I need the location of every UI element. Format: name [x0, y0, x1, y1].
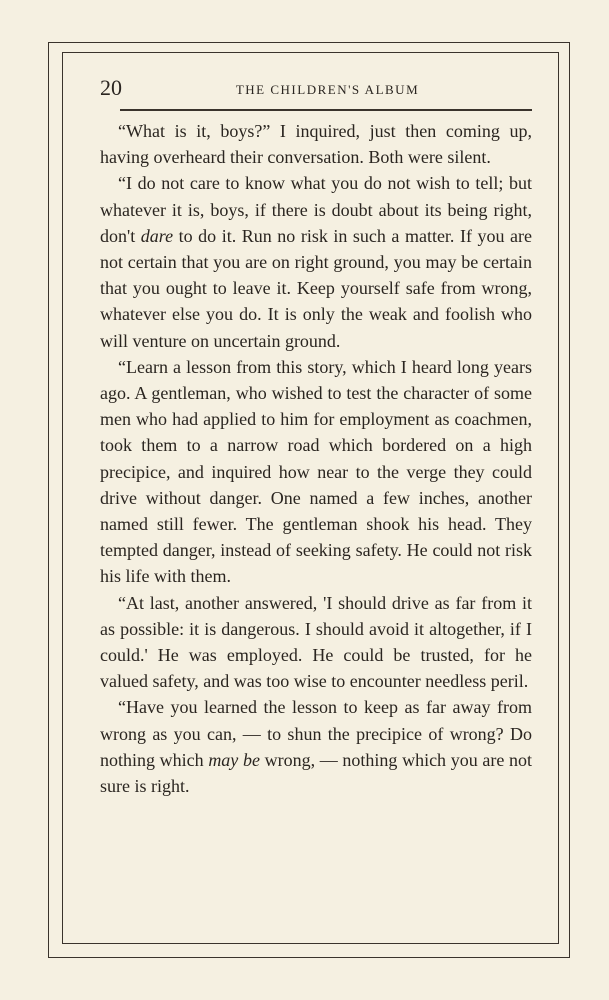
running-title: THE CHILDREN'S ALBUM: [235, 82, 420, 97]
emphasis-text: may be: [208, 749, 260, 770]
emphasis-text: dare: [140, 225, 174, 246]
paragraph-text: “At last, another answered, 'I should drive as far from it as possible: it is dangerous. I should avoid it altogether, if I could.' He was employed. He could be trusted, for he valued safety, and was too wise to encounter needless peril.: [100, 592, 532, 692]
page-header: [100, 76, 533, 106]
text-body: [100, 118, 532, 799]
page-number: 20: [100, 75, 122, 100]
paragraph: [100, 694, 532, 799]
paragraph-text: “What is it, boys?” I inquired, just then coming up, having overheard their conversation. Both were silent.: [100, 121, 532, 168]
paragraph-text: to do it. Run no risk in such a matter. If you are not certain that you are on right ground, you may be certain that you ought to leave it. Keep yourself safe from wrong, whatever else you do. It is only the weak and foolish who will venture on uncertain ground.: [100, 225, 532, 351]
paragraph: [100, 118, 532, 170]
paragraph: [100, 354, 532, 590]
paragraph: [100, 170, 532, 353]
header-rule: [120, 109, 532, 111]
paragraph-text: wrong, — nothing which you are not sure is right.: [100, 749, 532, 797]
paragraph-text: “I do not care to know what you do not wish to tell; but whatever it is, boys, if there is doubt about its being right, don't: [100, 173, 532, 246]
paragraph: [100, 590, 532, 695]
paragraph-text: “Learn a lesson from this story, which I heard long years ago. A gentleman, who wished to test the character of some men who had applied to him for employment as coachmen, took them to a narrow road which bordered on a high precipice, and inquired how near to the verge they could drive without danger. One named a few inches, another named still fewer. The gentleman shook his head. They tempted danger, instead of seeking safety. He could not risk his life with them.: [100, 356, 532, 587]
paragraph-text: “Have you learned the lesson to keep as far away from wrong as you can, — to shun the precipice of wrong? Do nothing which: [100, 697, 532, 770]
